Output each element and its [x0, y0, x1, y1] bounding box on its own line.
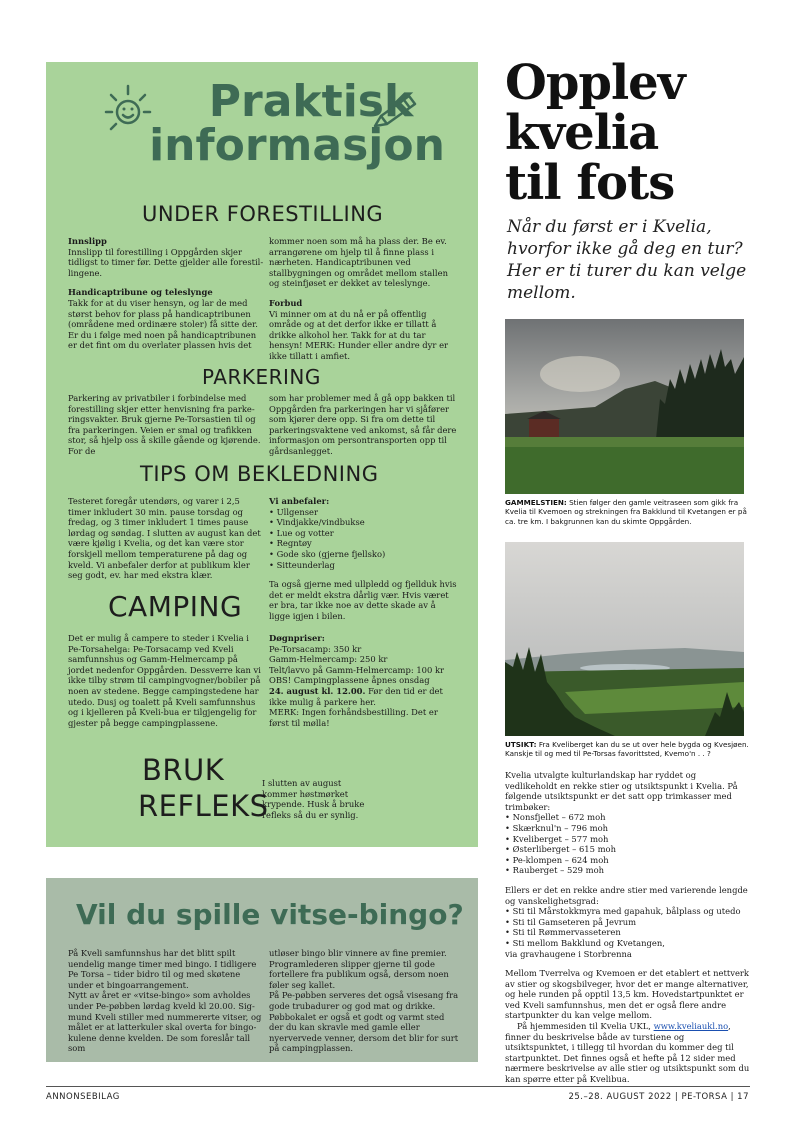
footer-divider — [46, 1086, 750, 1087]
bingo-box — [46, 878, 478, 1062]
list-item: • Regntøy — [269, 538, 312, 549]
article-body: Kvelia utvalgte kulturlandskap har ryddet og vedlikeholdt en rekke stier og utsiktspunkt i Kvelia. På følgende utsiktspunkt er det satt opp trimkasser med trimbøker: • Nonsfjellet – 672 moh • Skærknul'n – 796 moh • Kveliberget – 577 moh • Østerliberget – 615 moh • Pe-klompen – 624 moh • Rauberget – 529 moh Ellers er det en rekke andre stier med varierende lengde og vanskelighetsgrad: • Sti til Mårstokkmyra med gapahuk, bålplass og utedo • Sti til Gamseteren på Jevrum • Sti til Rømmervasseteren • Sti mellom Bakklund og Kvetangen, via gravhaugene i Storbrenna Mellom Tverrelva og Kvemoen er det etablert et nettverk av stier og skogsbilveger, hvor det er mange alternativer, og hele runden på opptil 13,5 km. Hovedstartpunktet er ved Kveli samfunnshus, men det er også flere andre startpunkter du kan velge mellom. På hjemmesiden til Kvelia UKL, www.kveliaukl.no, finner du beskrivelse både av turstiene og utsiktspunktet, i tillegg til hvordan du kommer deg til startpunktet. Det finnes også et hefte på 12 sider med nærmere beskrivelse av alle stier og utsiktspunkt som du kan spørre etter på Kvelibua. — [505, 770, 750, 1085]
bingo-col1: På Kveli samfunnshus har det blitt spilt uendelig mange timer med bingo. I tidligere Pe Torsa – tider bidro til og med skøtene under et bingoarrangement. Nytt av året er «vitse-bingo» som avholdes under Pe-pøbben lørdag kveld kl 20.00. Sigmund Kveli stiller med nummererte vitser, og målet er at latterkuler skal overta for bingokulene denne kvelden. De som foreslår tall som — [68, 948, 262, 1054]
caption-gammelstien: GAMMELSTIEN: Stien følger den gamle veitraseen som gikk fra Kvelia til Kvemoen og strekningen fra Bakklund til Kvetangen er på ca. tre km. I bakgrunnen kan du skimte Oppgården. — [505, 498, 747, 526]
info-box-title: Praktisk informasjon — [149, 76, 445, 171]
list-item: • Skærknul'n – 796 moh — [505, 822, 609, 833]
article-headline: Opplev kvelia til fots — [505, 55, 685, 211]
section1-col2: kommer noen som må ha plass der. Be ev. arrangørene om hjelp til å finne plass i nærheten. Handicaptribunen ved stallbygningen og området mellom stallen og steinfjøset er dekket av teleslynge. Forbud Vi minner om at du nå er på offentlig område og at det derfor ikke er tillatt å drikke alkohol her. Takk for at du tar hensyn! MERK: Hunder eller andre dyr er ikke tillatt i amfiet. — [269, 236, 449, 361]
caption-utsikt: UTSIKT: Fra Kveliberget kan du se ut over hele bygda og Kvesjøen. Kanskje til og med til Pe-Torsas favorittsted, Kvemo'n . . ? — [505, 740, 749, 759]
bingo-col2: utløser bingo blir vinnere av fine premier. Programlederen slipper gjerne til gode fortellere fra publikum også, dersom noen føler seg kallet. På Pe-pøbben serveres det også visesang fra gode trubadurer og god mat og drikke. Pøbbokalet er også et godt og varmt sted der du kan skravle med gamle eller nyervervede venner, dersom det blir for surt på campingplassen. — [269, 948, 459, 1054]
list-item: • Gode sko (gjerne fjellsko) — [269, 548, 386, 559]
heading-parkering: PARKERING — [202, 365, 321, 389]
list-item: • Pe-klompen – 624 moh — [505, 854, 609, 865]
section4-col1: Det er mulig å campere to steder i Kvelia i Pe-Torsahelga: Pe-Torsacamp ved Kveli samfunnshus og Gamm-Helmercamp på jordet nedenfor Oppgården. Dessverre kan vi ikke tilby strøm til campingvogner/bobiler på noen av stedene. Begge campingstedene har utedo. Dusj og toalett på Kveli samfunnshus og i kjelleren på Kveli-bua er tilgjengelig for gjester på begge campingplassene. — [68, 633, 261, 728]
list-item: • Vindjakke/vindbukse — [269, 517, 365, 528]
list-item: • Lue og votter — [269, 527, 334, 538]
pencil-icon — [371, 92, 421, 132]
photo-utsikt — [505, 542, 744, 736]
heading-bruk-refleks: BRUK REFLEKS — [138, 753, 269, 823]
list-item: • Sti til Rømmervasseteren — [505, 927, 621, 938]
section3-col1: Testeret foregår utendørs, og varer i 2,5 timer inkludert 30 min. pause torsdag og fredag, og 3 timer inkludert 1 times pause lørdag og søndag. I slutten av august kan det være kjølig i Kvelia, og det kan være stor forskjell mellom temperaturene på dag og kveld. Vi anbefaler derfor at publikum kler seg godt, ev. har med ekstra klær. — [68, 496, 261, 581]
section5-text: I slutten av august kommer høstmørket krypende. Husk å bruke refleks så du er synlig. — [262, 778, 365, 820]
section3-col2: Vi anbefaler: • Ullgenser • Vindjakke/vindbukse • Lue og votter • Regntøy • Gode sko (gjerne fjellsko) • Sitteunderlag Ta også gjerne med ullpledd og fjellduk hvis det er meldt ekstra dårlig vær. Hvis været er bra, tar ikke noe av dette skade av å ligge igjen i bilen. — [269, 496, 459, 622]
website-link[interactable]: www.kveliaukl.no — [653, 1021, 729, 1032]
bingo-title: Vil du spille vitse-bingo? — [76, 898, 464, 931]
list-item: • Sti til Mårstokkmyra med gapahuk, bålplass og utedo — [505, 906, 741, 917]
list-item: • Rauberget – 529 moh — [505, 865, 605, 876]
section2-col1: Parkering av privatbiler i forbindelse med forestilling skjer etter henvisning fra parkeringsvakter. Bruk gjerne Pe-Torsastien til og fra parkeringen. Veien er smal og trafikken stor, så hjelp oss å skille gående og kjørende. For de — [68, 393, 261, 456]
heading-camping: CAMPING — [108, 590, 243, 623]
list-item: • Østerliberget – 615 moh — [505, 844, 616, 855]
list-item: • Ullgenser — [269, 506, 318, 517]
list-item: • Sti mellom Bakklund og Kvetangen, — [505, 937, 665, 948]
footer-page-info: 25.–28. AUGUST 2022 | PE-TORSA | 17 — [568, 1092, 749, 1102]
list-item: • Sti til Gamseteren på Jevrum — [505, 916, 637, 927]
photo-gammelstien — [505, 319, 744, 494]
heading-tips-om-bekledning: TIPS OM BEKLEDNING — [140, 462, 379, 486]
article-subhead: Når du først er i Kvelia, hvorfor ikke gå deg en tur? Her er ti turer du kan velge mellom. — [507, 217, 747, 303]
section1-col1: Innslipp Innslipp til forestilling i Oppgården skjer tidligst to timer før. Dette gjelder alle forestillingene. Handicaptribune og teleslynge Takk for at du viser hensyn, og lar de med størst behov for plass på handicaptribunen (områdene med ordinære stoler) få sitte der. Er du i følge med noen på handicaptribunen er det fint om du overlater plassen hvis det — [68, 236, 264, 351]
section2-col2: som har problemer med å gå opp bakken til Oppgården fra parkeringen har vi sjåfører som kjører dere opp. Si fra om dette til parkeringsvaktene ved ankomst, så får dere informasjon om persontransporten opp til gårdsanlegget. — [269, 393, 457, 456]
heading-under-forestilling: UNDER FORESTILLING — [142, 202, 384, 226]
list-item: • Kveliberget – 577 moh — [505, 833, 609, 844]
section4-col2: Døgnpriser: Pe-Torsacamp: 350 kr Gamm-Helmercamp: 250 kr Telt/lavvo på Gamm-Helmercamp: 100 kr OBS! Campingplassene åpnes onsdag 24. august kl. 12.00. Før den tid er det ikke mulig å parkere her. MERK: Ingen forhåndsbestilling. Det er først til mølla! — [269, 633, 445, 728]
list-item: • Sitteunderlag — [269, 559, 335, 570]
list-item: • Nonsfjellet – 672 moh — [505, 812, 606, 823]
info-box — [46, 62, 478, 847]
footer-section-label: ANNONSEBILAG — [46, 1092, 120, 1102]
